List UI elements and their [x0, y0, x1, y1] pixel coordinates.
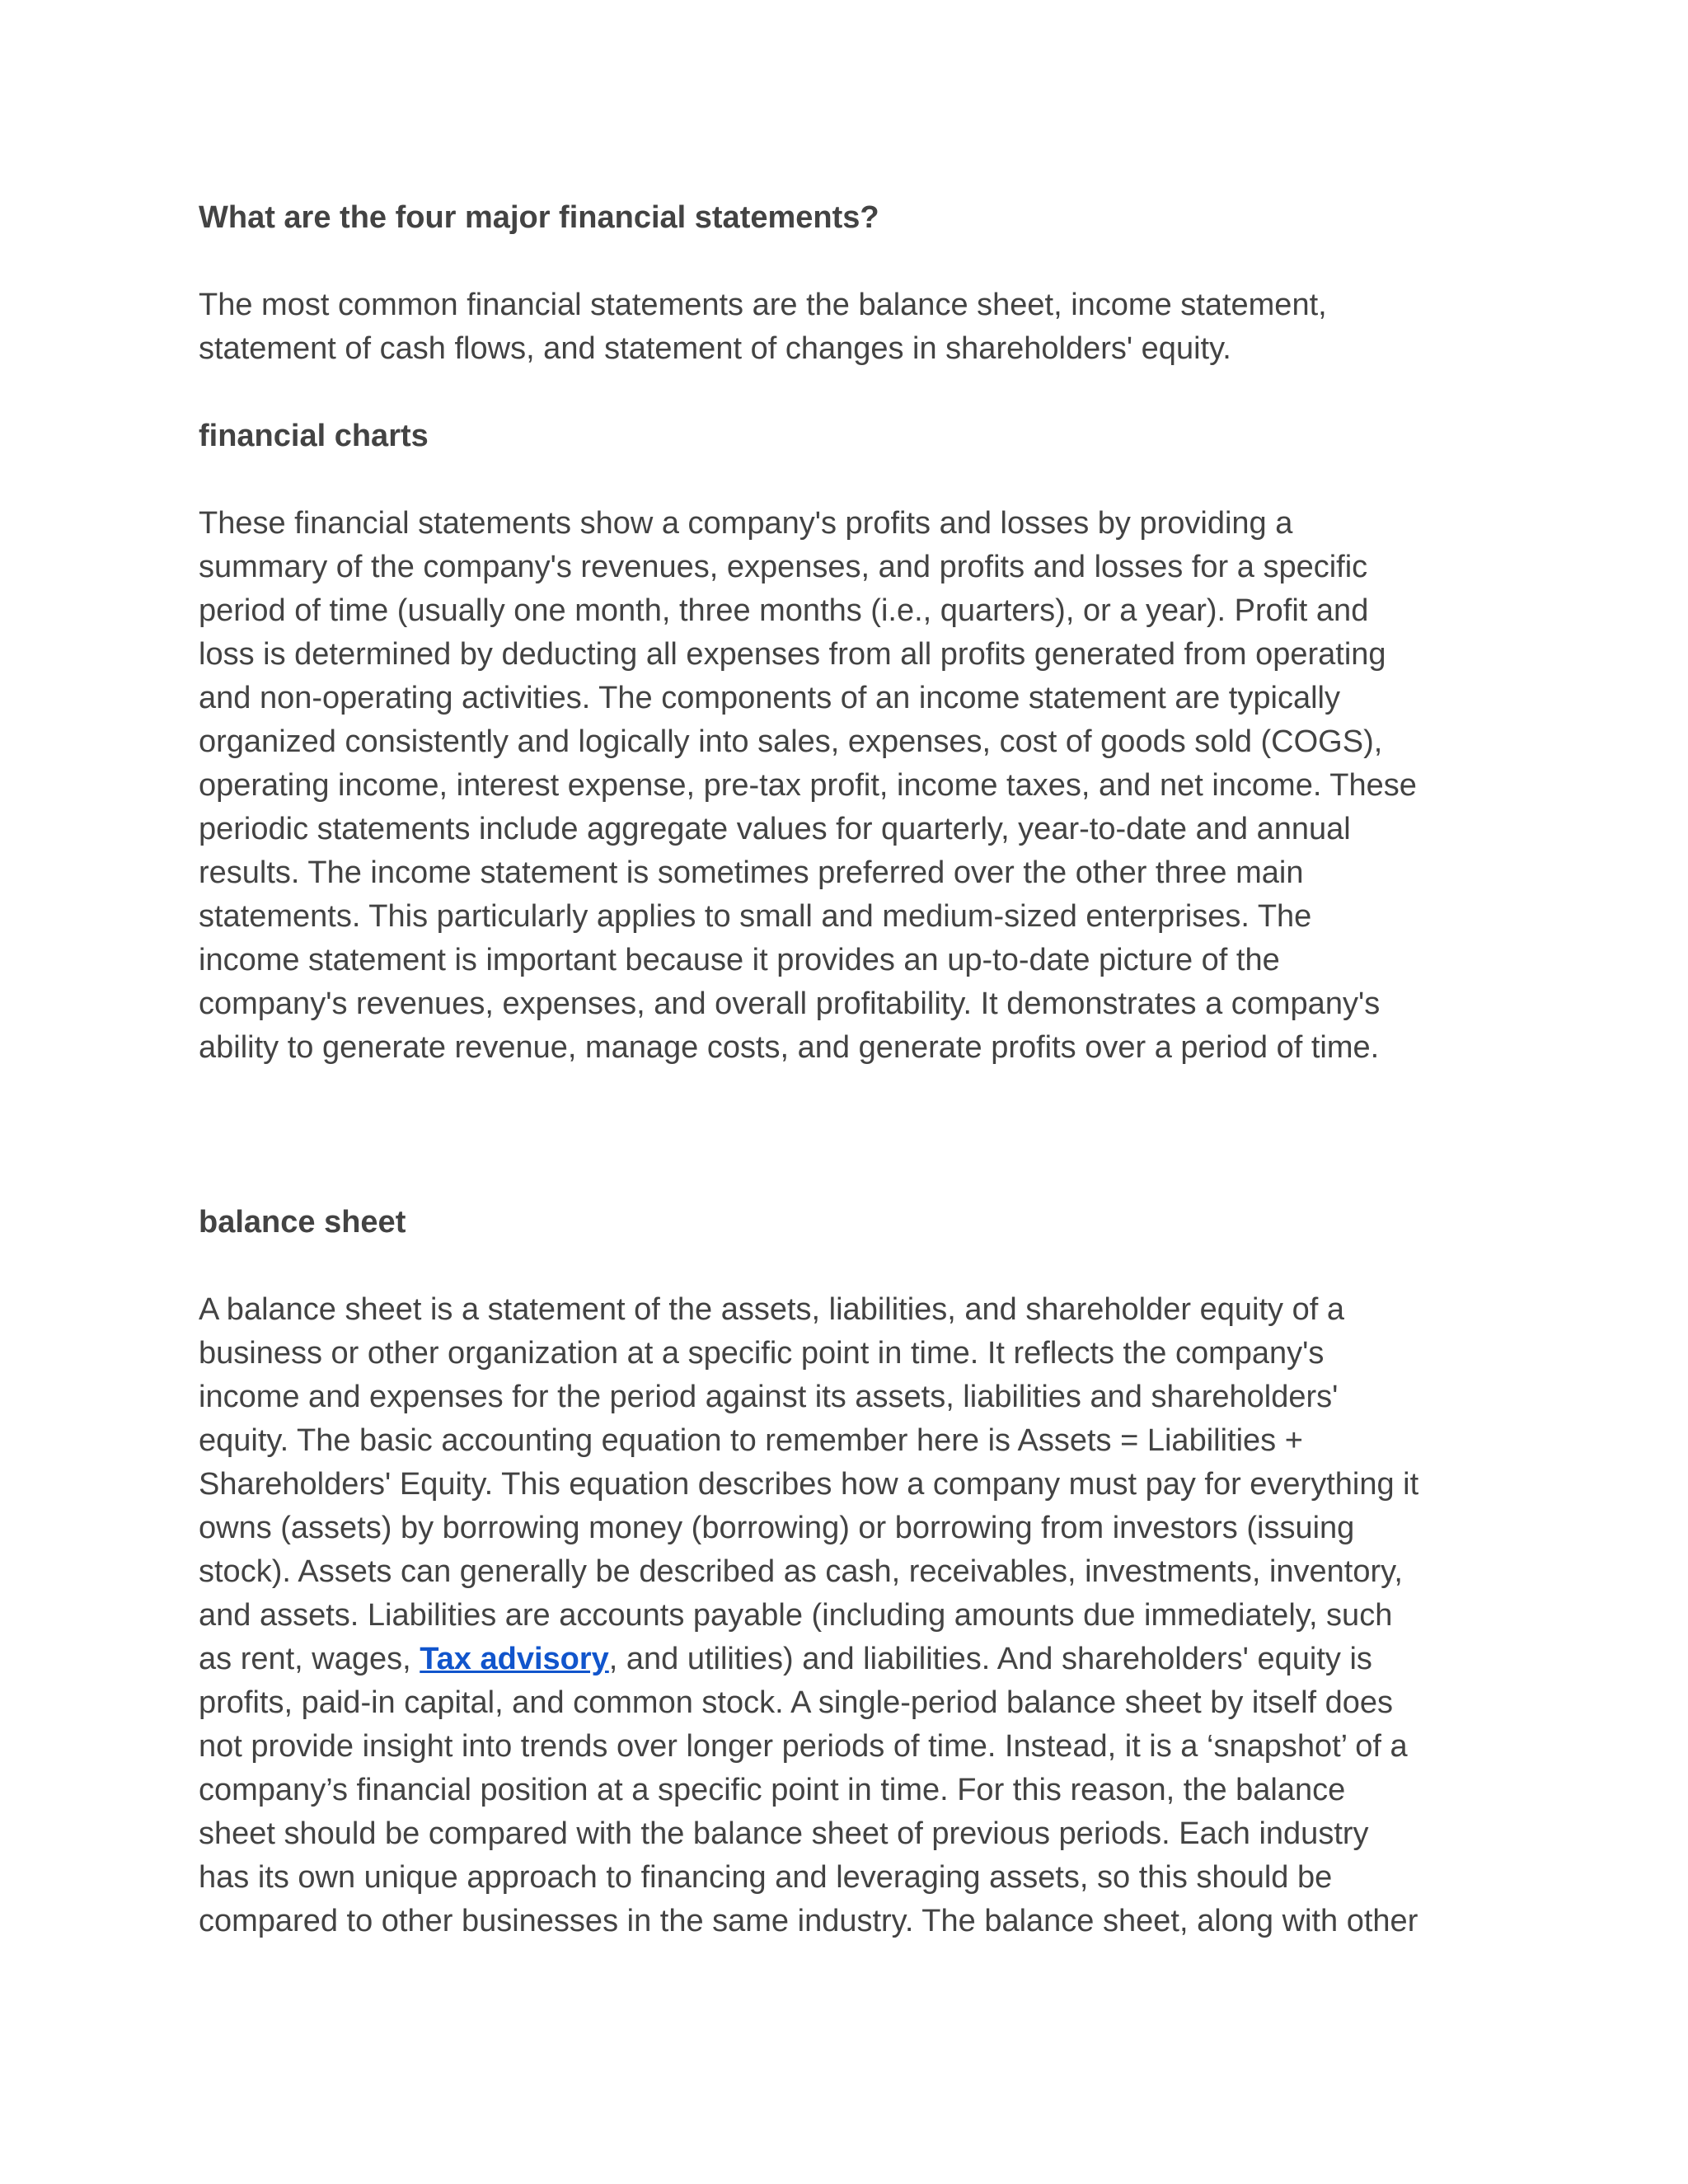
paragraph-common-statements [199, 284, 1501, 371]
text-line: not provide insight into trends over longer periods of time. Instead, it is a ‘snapshot’ of a [199, 1729, 1408, 1764]
text-line: Shareholders' Equity. This equation describes how a company must pay for everything it [199, 1467, 1419, 1502]
text-line: period of time (usually one month, three months (i.e., quarters), or a year). Profit and [199, 593, 1369, 628]
text-line: These financial statements show a company's profits and losses by providing a [199, 506, 1293, 541]
text-line: company’s financial position at a specific point in time. For this reason, the balance [199, 1773, 1346, 1807]
text-line: income and expenses for the period against its assets, liabilities and shareholders' [199, 1380, 1339, 1414]
text-line: summary of the company's revenues, expenses, and profits and losses for a specific [199, 550, 1368, 584]
text-line: statements. This particularly applies to small and medium-sized enterprises. The [199, 899, 1312, 934]
text-line: statement of cash flows, and statement of changes in shareholders' equity. [199, 331, 1231, 366]
text-line: A balance sheet is a statement of the assets, liabilities, and shareholder equity of a [199, 1292, 1344, 1327]
text-line: company's revenues, expenses, and overall profitability. It demonstrates a company's [199, 987, 1381, 1021]
text-line: results. The income statement is sometimes preferred over the other three main [199, 855, 1304, 890]
paragraph-balance-sheet [199, 1288, 1501, 1943]
text-line: organized consistently and logically into sales, expenses, cost of goods sold (COGS), [199, 724, 1383, 759]
text-line: business or other organization at a specific point in time. It reflects the company's [199, 1336, 1325, 1371]
section-heading-balance-sheet: balance sheet [199, 1205, 406, 1240]
text-line: and assets. Liabilities are accounts payable (including amounts due immediately, such [199, 1598, 1393, 1633]
text-line: stock). Assets can generally be described as cash, receivables, investments, inventory, [199, 1554, 1403, 1589]
text-segment: as rent, wages, [199, 1642, 420, 1676]
text-segment: , and utilities) and liabilities. And shareholders' equity is [608, 1642, 1372, 1676]
text-line: The most common financial statements are the balance sheet, income statement, [199, 288, 1327, 322]
text-line: sheet should be compared with the balance sheet of previous periods. Each industry [199, 1816, 1369, 1851]
text-line: operating income, interest expense, pre-tax profit, income taxes, and net income. These [199, 768, 1417, 803]
text-line: profits, paid-in capital, and common stock. A single-period balance sheet by itself does [199, 1685, 1394, 1720]
paragraph-financial-charts [199, 502, 1501, 1070]
text-line: ability to generate revenue, manage costs, and generate profits over a period of time. [199, 1030, 1380, 1065]
text-line: and non-operating activities. The components of an income statement are typically [199, 681, 1340, 715]
section-heading-four-statements: What are the four major financial statements? [199, 200, 879, 235]
text-line: compared to other businesses in the same industry. The balance sheet, along with other [199, 1904, 1418, 1938]
text-line-with-link [199, 1638, 1501, 1681]
text-line: owns (assets) by borrowing money (borrowing) or borrowing from investors (issuing [199, 1511, 1355, 1545]
text-line: income statement is important because it provides an up-to-date picture of the [199, 943, 1280, 977]
text-line: loss is determined by deducting all expenses from all profits generated from operating [199, 637, 1386, 672]
text-line: equity. The basic accounting equation to remember here is Assets = Liabilities + [199, 1423, 1303, 1458]
section-heading-financial-charts: financial charts [199, 419, 429, 453]
text-line: has its own unique approach to financing and leveraging assets, so this should be [199, 1860, 1333, 1895]
text-line: periodic statements include aggregate values for quarterly, year-to-date and annual [199, 812, 1351, 846]
document-body [199, 196, 1501, 1943]
tax-advisory-link[interactable]: Tax advisory [420, 1642, 609, 1676]
